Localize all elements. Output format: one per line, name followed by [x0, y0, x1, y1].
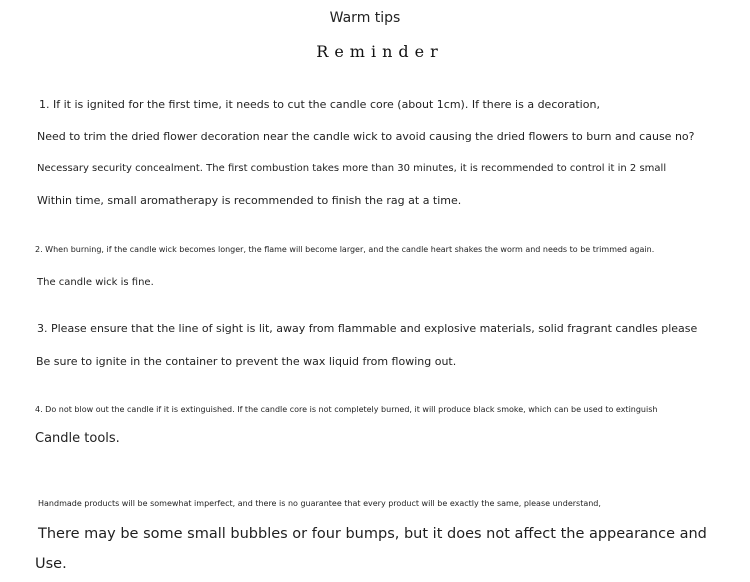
tip-1-line-3: Necessary security concealment. The first combustion takes more than 30 minutes, it is recommended to control it in 2 small — [37, 163, 667, 174]
tip-1-line-4: Within time, small aromatherapy is recommended to finish the rag at a time. — [37, 194, 462, 207]
tip-3-line-2: Be sure to ignite in the container to prevent the wax liquid from flowing out. — [36, 355, 457, 368]
tip-4-line-1: 4. Do not blow out the candle if it is extinguished. If the candle core is not completely burned, it will produce black smoke, which can be used to extinguish — [35, 405, 658, 414]
page-title: Warm tips — [329, 10, 401, 26]
page-subtitle: Reminder — [316, 42, 444, 61]
tip-1-line-2: Need to trim the dried flower decoration near the candle wick to avoid causing the dried flowers to burn and cause no? — [37, 130, 695, 143]
tip-5-line-1: Handmade products will be somewhat imperfect, and there is no guarantee that every product will be exactly the same, please understand, — [38, 499, 601, 508]
tip-2-line-1: 2. When burning, if the candle wick becomes longer, the flame will become larger, and the candle heart shakes the worm and needs to be trimmed again. — [35, 245, 655, 254]
tip-2-line-2: The candle wick is fine. — [37, 277, 154, 288]
tip-5-line-2: There may be some small bubbles or four bumps, but it does not affect the appearance and — [38, 526, 707, 542]
tip-1-line-1: 1. If it is ignited for the first time, it needs to cut the candle core (about 1cm). If there is a decoration, — [39, 98, 600, 111]
tip-3-line-1: 3. Please ensure that the line of sight is lit, away from flammable and explosive materials, solid fragrant candles please — [37, 322, 698, 335]
tip-4-line-2: Candle tools. — [35, 431, 120, 446]
tip-5-line-3: Use. — [35, 556, 67, 572]
